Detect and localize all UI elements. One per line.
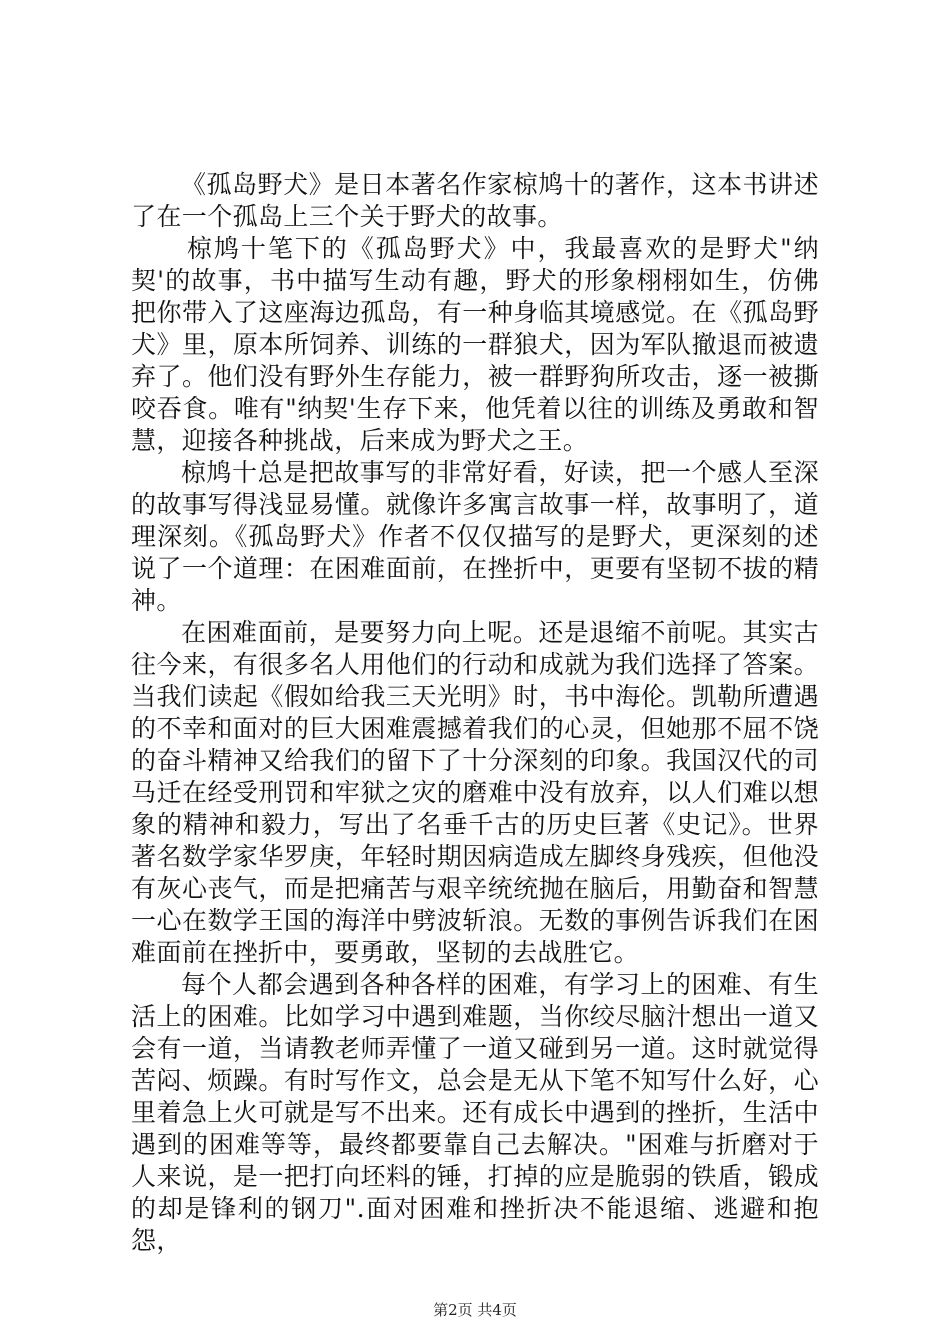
paragraph-favorite-story: 椋鸠十笔下的《孤岛野犬》中，我最喜欢的是野犬"纳契'的故事，书中描写生动有趣，野犬的形象栩栩如生，仿佛把你带入了这座海边孤岛，有一种身临其境感觉。在《孤岛野犬》里，原本所饲养、训练的一群狼犬，因为军队撤退而被遗弃了。他们没有野外生存能力，被一群野狗所攻击，逐一被撕咬吞食。唯有"纳契'生存下来，他凭着以往的训练及勇敢和智慧，迎接各种挑战，后来成为野犬之王。 [131,234,819,455]
paragraph-intro: 《孤岛野犬》是日本著名作家椋鸠十的著作，这本书讲述了在一个孤岛上三个关于野犬的故事。 [131,170,819,231]
document-body [131,169,819,1257]
page-number-footer: 第2页 共4页 [433,1301,517,1319]
paragraph-personal-difficulties: 每个人都会遇到各种各样的困难，有学习上的困难、有生活上的困难。比如学习中遇到难题，当你绞尽脑汁想出一道又会有一道，当请教老师弄懂了一道又碰到另一道。这时就觉得苦闷、烦躁。有时写作文，总会是无从下笔不知写什么好，心里着急上火可就是写不出来。还有成长中遇到的挫折，生活中遇到的困难等等，最终都要靠自己去解决。"困难与折磨对于人来说，是一把打向坯料的锤，打掉的应是脆弱的铁盾，锻成的却是锋利的钢刀".面对困难和挫折决不能退缩、逃避和抱怨， [131,970,819,1255]
paragraph-author-style: 椋鸠十总是把故事写的非常好看，好读，把一个感人至深的故事写得浅显易懂。就像许多寓言故事一样，故事明了，道理深刻。《孤岛野犬》作者不仅仅描写的是野犬，更深刻的述说了一个道理：在困难面前，在挫折中，更要有坚韧不拔的精神。 [131,458,819,615]
paragraph-famous-examples: 在困难面前，是要努力向上呢。还是退缩不前呢。其实古往今来，有很多名人用他们的行动和成就为我们选择了答案。当我们读起《假如给我三天光明》时，书中海伦。凯勒所遭遇的不幸和面对的巨大困难震撼着我们的心灵，但她那不屈不饶的奋斗精神又给我们的留下了十分深刻的印象。我国汉代的司马迁在经受刑罚和牢狱之灾的磨难中没有放弃，以人们难以想象的精神和毅力，写出了名垂千古的历史巨著《史记》。世界著名数学家华罗庚，年轻时期因病造成左脚终身残疾，但他没有灰心丧气，而是把痛苦与艰辛统统抛在脑后，用勤奋和智慧一心在数学王国的海洋中劈波斩浪。无数的事例告诉我们在困难面前在挫折中，要勇敢，坚韧的去战胜它。 [131,618,819,967]
